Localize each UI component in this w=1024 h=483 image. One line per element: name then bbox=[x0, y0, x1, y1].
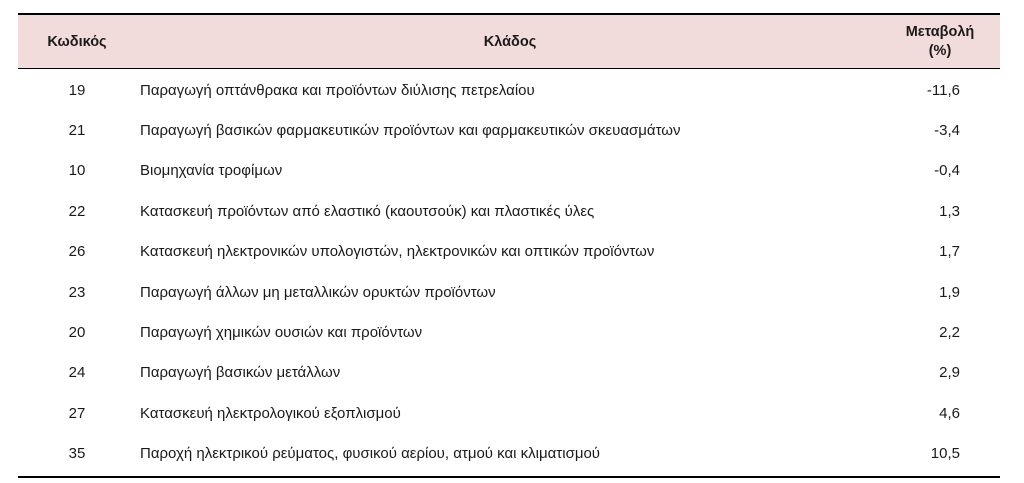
row-code: 23 bbox=[68, 283, 86, 301]
table-row bbox=[18, 151, 1000, 191]
row-change: 2,9 bbox=[939, 364, 960, 382]
row-sector: Παραγωγή άλλων μη μεταλλικών ορυκτών προϊόντων bbox=[140, 283, 496, 301]
table-row bbox=[18, 353, 1000, 393]
row-code: 21 bbox=[68, 122, 86, 140]
row-change: 1,3 bbox=[939, 202, 960, 220]
row-change: 1,7 bbox=[939, 243, 960, 261]
row-sector: Βιομηχανία τροφίμων bbox=[140, 162, 283, 180]
row-code: 27 bbox=[68, 404, 86, 422]
row-sector: Κατασκευή ηλεκτρονικών υπολογιστών, ηλεκτρονικών και οπτικών προϊόντων bbox=[140, 243, 655, 261]
column-header-change bbox=[880, 23, 1000, 61]
row-change: 4,6 bbox=[939, 404, 960, 422]
row-sector: Παραγωγή βασικών φαρμακευτικών προϊόντων και φαρμακευτικών σκευασμάτων bbox=[140, 122, 681, 140]
row-change: -11,6 bbox=[926, 81, 960, 99]
table-row bbox=[18, 191, 1000, 231]
sector-change-table bbox=[18, 13, 1000, 478]
row-sector: Κατασκευή προϊόντων από ελαστικό (καουτσούκ) και πλαστικές ύλες bbox=[140, 202, 595, 220]
table-row bbox=[18, 272, 1000, 312]
row-change: -0,4 bbox=[934, 162, 960, 180]
row-code: 26 bbox=[68, 243, 86, 261]
row-change: -3,4 bbox=[934, 122, 960, 140]
row-code: 24 bbox=[68, 364, 86, 382]
table-header bbox=[18, 15, 1000, 69]
column-header-sector: Κλάδος bbox=[483, 33, 537, 50]
table-row bbox=[18, 312, 1000, 352]
row-change: 2,2 bbox=[939, 324, 960, 342]
table-row bbox=[18, 70, 1000, 110]
table-row bbox=[18, 110, 1000, 150]
column-header-change-line2: (%) bbox=[928, 42, 952, 59]
table-row bbox=[18, 232, 1000, 272]
table-row bbox=[18, 434, 1000, 474]
row-code: 10 bbox=[68, 162, 86, 180]
row-sector: Παραγωγή οπτάνθρακα και προϊόντων διύλισης πετρελαίου bbox=[140, 81, 535, 99]
row-sector: Παραγωγή χημικών ουσιών και προϊόντων bbox=[140, 324, 423, 342]
row-change: 10,5 bbox=[930, 445, 960, 463]
table-row bbox=[18, 393, 1000, 433]
table-body bbox=[18, 69, 1000, 476]
row-change: 1,9 bbox=[939, 283, 960, 301]
row-sector: Κατασκευή ηλεκτρολογικού εξοπλισμού bbox=[140, 404, 401, 422]
row-code: 35 bbox=[68, 445, 86, 463]
row-sector: Παροχή ηλεκτρικού ρεύματος, φυσικού αερίου, ατμού και κλιματισμού bbox=[140, 445, 601, 463]
row-code: 22 bbox=[68, 202, 86, 220]
row-code: 19 bbox=[68, 81, 86, 99]
column-header-change-line1: Μεταβολή bbox=[905, 23, 975, 40]
column-header-code: Κωδικός bbox=[47, 33, 107, 50]
row-code: 20 bbox=[68, 324, 86, 342]
row-sector: Παραγωγή βασικών μετάλλων bbox=[140, 364, 341, 382]
